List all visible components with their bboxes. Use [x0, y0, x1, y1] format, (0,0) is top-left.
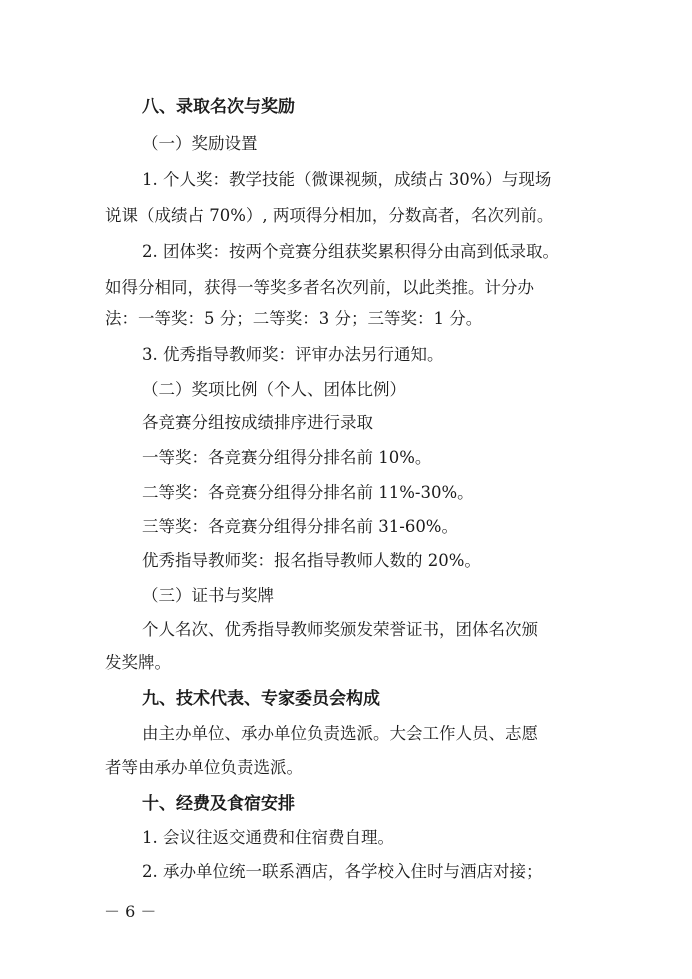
- certificates-line-2: 发奖牌。: [105, 653, 171, 672]
- subsection-award-ratio: （二）奖项比例（个人、团体比例）: [142, 380, 406, 399]
- second-prize-ratio-line: 二等奖：各竞赛分组得分排名前 11%-30%。: [142, 483, 474, 502]
- page-number: － 6 －: [104, 902, 157, 921]
- individual-award-line-1: 1. 个人奖：教学技能（微课视频，成绩占 30%）与现场: [142, 170, 552, 189]
- subsection-reward-settings: （一）奖励设置: [142, 134, 258, 153]
- subsection-certificates: （三）证书与奖牌: [142, 586, 274, 605]
- section-9-heading: 九、技术代表、专家委员会构成: [142, 689, 380, 709]
- team-award-line-2: 如得分相同，获得一等奖多者名次列前，以此类推。计分办: [105, 278, 534, 297]
- third-prize-ratio-line: 三等奖：各竞赛分组得分排名前 31-60%。: [142, 517, 458, 536]
- section-10-heading: 十、经费及食宿安排: [142, 794, 295, 814]
- team-award-line-1: 2. 团体奖：按两个竞赛分组获奖累积得分由高到低录取。: [142, 242, 559, 261]
- first-prize-ratio-line: 一等奖：各竞赛分组得分排名前 10%。: [142, 448, 432, 467]
- expense-item-2: 2. 承办单位统一联系酒店，各学校入住时与酒店对接；: [142, 862, 543, 881]
- committee-line-1: 由主办单位、承办单位负责选派。大会工作人员、志愿: [142, 724, 538, 743]
- committee-line-2: 者等由承办单位负责选派。: [105, 758, 303, 777]
- team-award-line-3: 法：一等奖：5 分；二等奖：3 分；三等奖：1 分。: [105, 309, 483, 328]
- individual-award-line-2: 说课（成绩占 70%）, 两项得分相加，分数高者，名次列前。: [105, 206, 554, 225]
- certificates-line-1: 个人名次、优秀指导教师奖颁发荣誉证书，团体名次颁: [142, 620, 538, 639]
- ratio-intro-line: 各竞赛分组按成绩排序进行录取: [142, 413, 373, 432]
- expense-item-1: 1. 会议往返交通费和住宿费自理。: [142, 828, 394, 847]
- instructor-ratio-line: 优秀指导教师奖：报名指导教师人数的 20%。: [142, 551, 481, 570]
- instructor-award-line: 3. 优秀指导教师奖：评审办法另行通知。: [142, 345, 444, 364]
- section-8-heading: 八、录取名次与奖励: [142, 97, 295, 117]
